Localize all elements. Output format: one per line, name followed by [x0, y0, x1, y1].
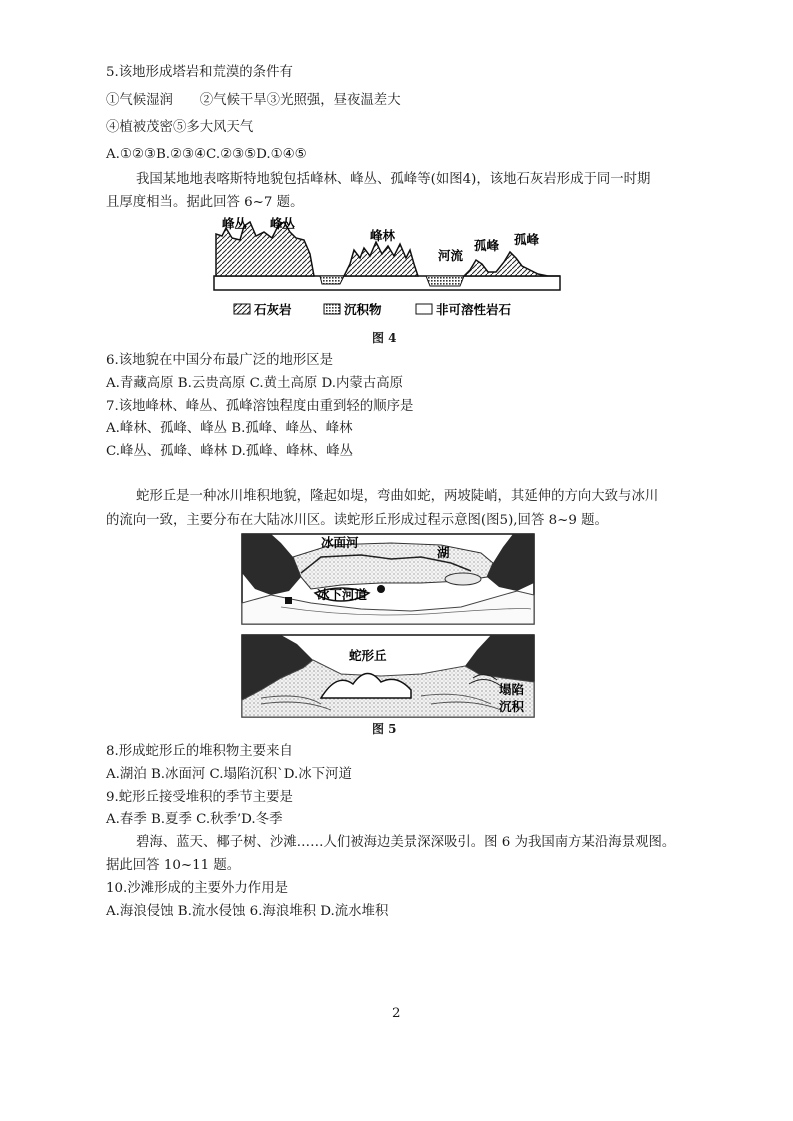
intro-6-7-line2: 且厚度相当。据此回答 6~7 题。 [106, 195, 304, 210]
q5-stem: 5.该地形成塔岩和荒漠的条件有 [106, 65, 293, 80]
label-hu: 湖 [437, 545, 450, 560]
q7-options-cd: C.峰丛、孤峰、峰林 D.孤峰、峰林、峰丛 [106, 444, 354, 459]
figure-5-top-svg [241, 533, 535, 625]
q5-options: A.①②③B.②③④C.②③⑤D.①④⑤ [106, 147, 307, 162]
label-heliu: 河流 [438, 248, 464, 263]
label-chenji: 沉积 [499, 699, 525, 714]
figure-4-svg [212, 214, 564, 322]
q5-choice-line2: ④植被茂密⑤多大风天气 [106, 120, 254, 135]
legend-limestone-label: 石灰岩 [254, 302, 292, 317]
legend-limestone-swatch [234, 304, 250, 314]
q9-stem: 9.蛇形丘接受堆积的季节主要是 [106, 790, 293, 805]
figure-5-caption: 图 5 [372, 722, 397, 736]
label-gufeng-2: 孤峰 [514, 232, 540, 247]
q8-stem: 8.形成蛇形丘的堆积物主要来自 [106, 744, 293, 759]
q7-stem: 7.该地峰林、峰丛、孤峰溶蚀程度由重到轻的顺序是 [106, 399, 414, 414]
fenglin-peaks [344, 242, 418, 276]
figure-5-bottom-svg [241, 634, 535, 718]
intro-10-11-line1: 碧海、蓝天、椰子树、沙滩……人们被海边美景深深吸引。图 6 为我国南方某沿海景观图。 [136, 835, 676, 850]
figure-4-caption: 图 4 [372, 331, 397, 345]
q9-options: A.春季 B.夏季 C.秋季’D.冬季 [106, 812, 283, 827]
q10-options: A.海浪侵蚀 B.流水侵蚀 6.海浪堆积 D.流水堆积 [106, 904, 389, 919]
label-fengcong-2: 峰丛 [270, 216, 296, 231]
nonsoluble-rock-layer [214, 276, 560, 290]
intro-6-7-line1: 我国某地地表喀斯特地貌包括峰林、峰丛、孤峰等(如图4)，该地石灰岩形成于同一时期 [136, 172, 651, 187]
q10-stem: 10.沙滩形成的主要外力作用是 [106, 881, 288, 896]
label-fengcong-1: 峰丛 [222, 216, 248, 231]
figure-5-top-panel [241, 533, 535, 625]
figure-4-karst-diagram [212, 214, 564, 322]
label-shexingqiu: 蛇形丘 [349, 648, 387, 663]
figure-5-bottom-panel [241, 634, 535, 718]
lake [445, 573, 481, 585]
label-fenglin: 峰林 [370, 228, 396, 243]
legend-sediment-swatch [324, 304, 340, 314]
legend-nonsoluble-swatch [416, 304, 432, 314]
q8-options: A.湖泊 B.冰面河 C.塌陷沉积`D.冰下河道 [106, 767, 352, 782]
intro-10-11-line2: 据此回答 10~11 题。 [106, 858, 241, 873]
q6-options: A.青藏高原 B.云贵高原 C.黄土高原 D.内蒙古高原 [106, 376, 403, 391]
label-bingmianhe: 冰面河 [321, 535, 359, 550]
legend-nonsoluble-label: 非可溶性岩石 [436, 302, 512, 317]
label-bingxiahedao: 冰下河道 [317, 587, 368, 602]
intro-8-9-line2: 的流向一致，主要分布在大陆冰川区。读蛇形丘形成过程示意图(图5),回答 8~9 题。 [106, 513, 608, 528]
gufeng-peaks [464, 252, 548, 276]
q7-options-ab: A.峰林、孤峰、峰丛 B.孤峰、峰丛、峰林 [106, 421, 353, 436]
label-taxian: 塌陷 [499, 682, 525, 697]
intro-8-9-line1: 蛇形丘是一种冰川堆积地貌，隆起如堤，弯曲如蛇，两坡陡峭，其延伸的方向大致与冰川 [136, 489, 659, 504]
legend-sediment-label: 沉积物 [344, 302, 382, 317]
page-number: 2 [392, 1006, 401, 1021]
label-gufeng-1: 孤峰 [474, 238, 500, 253]
q5-choice-line1: ①气候湿润 ②气候干旱③光照强，昼夜温差大 [106, 93, 401, 108]
q6-stem: 6.该地貌在中国分布最广泛的地形区是 [106, 353, 334, 368]
